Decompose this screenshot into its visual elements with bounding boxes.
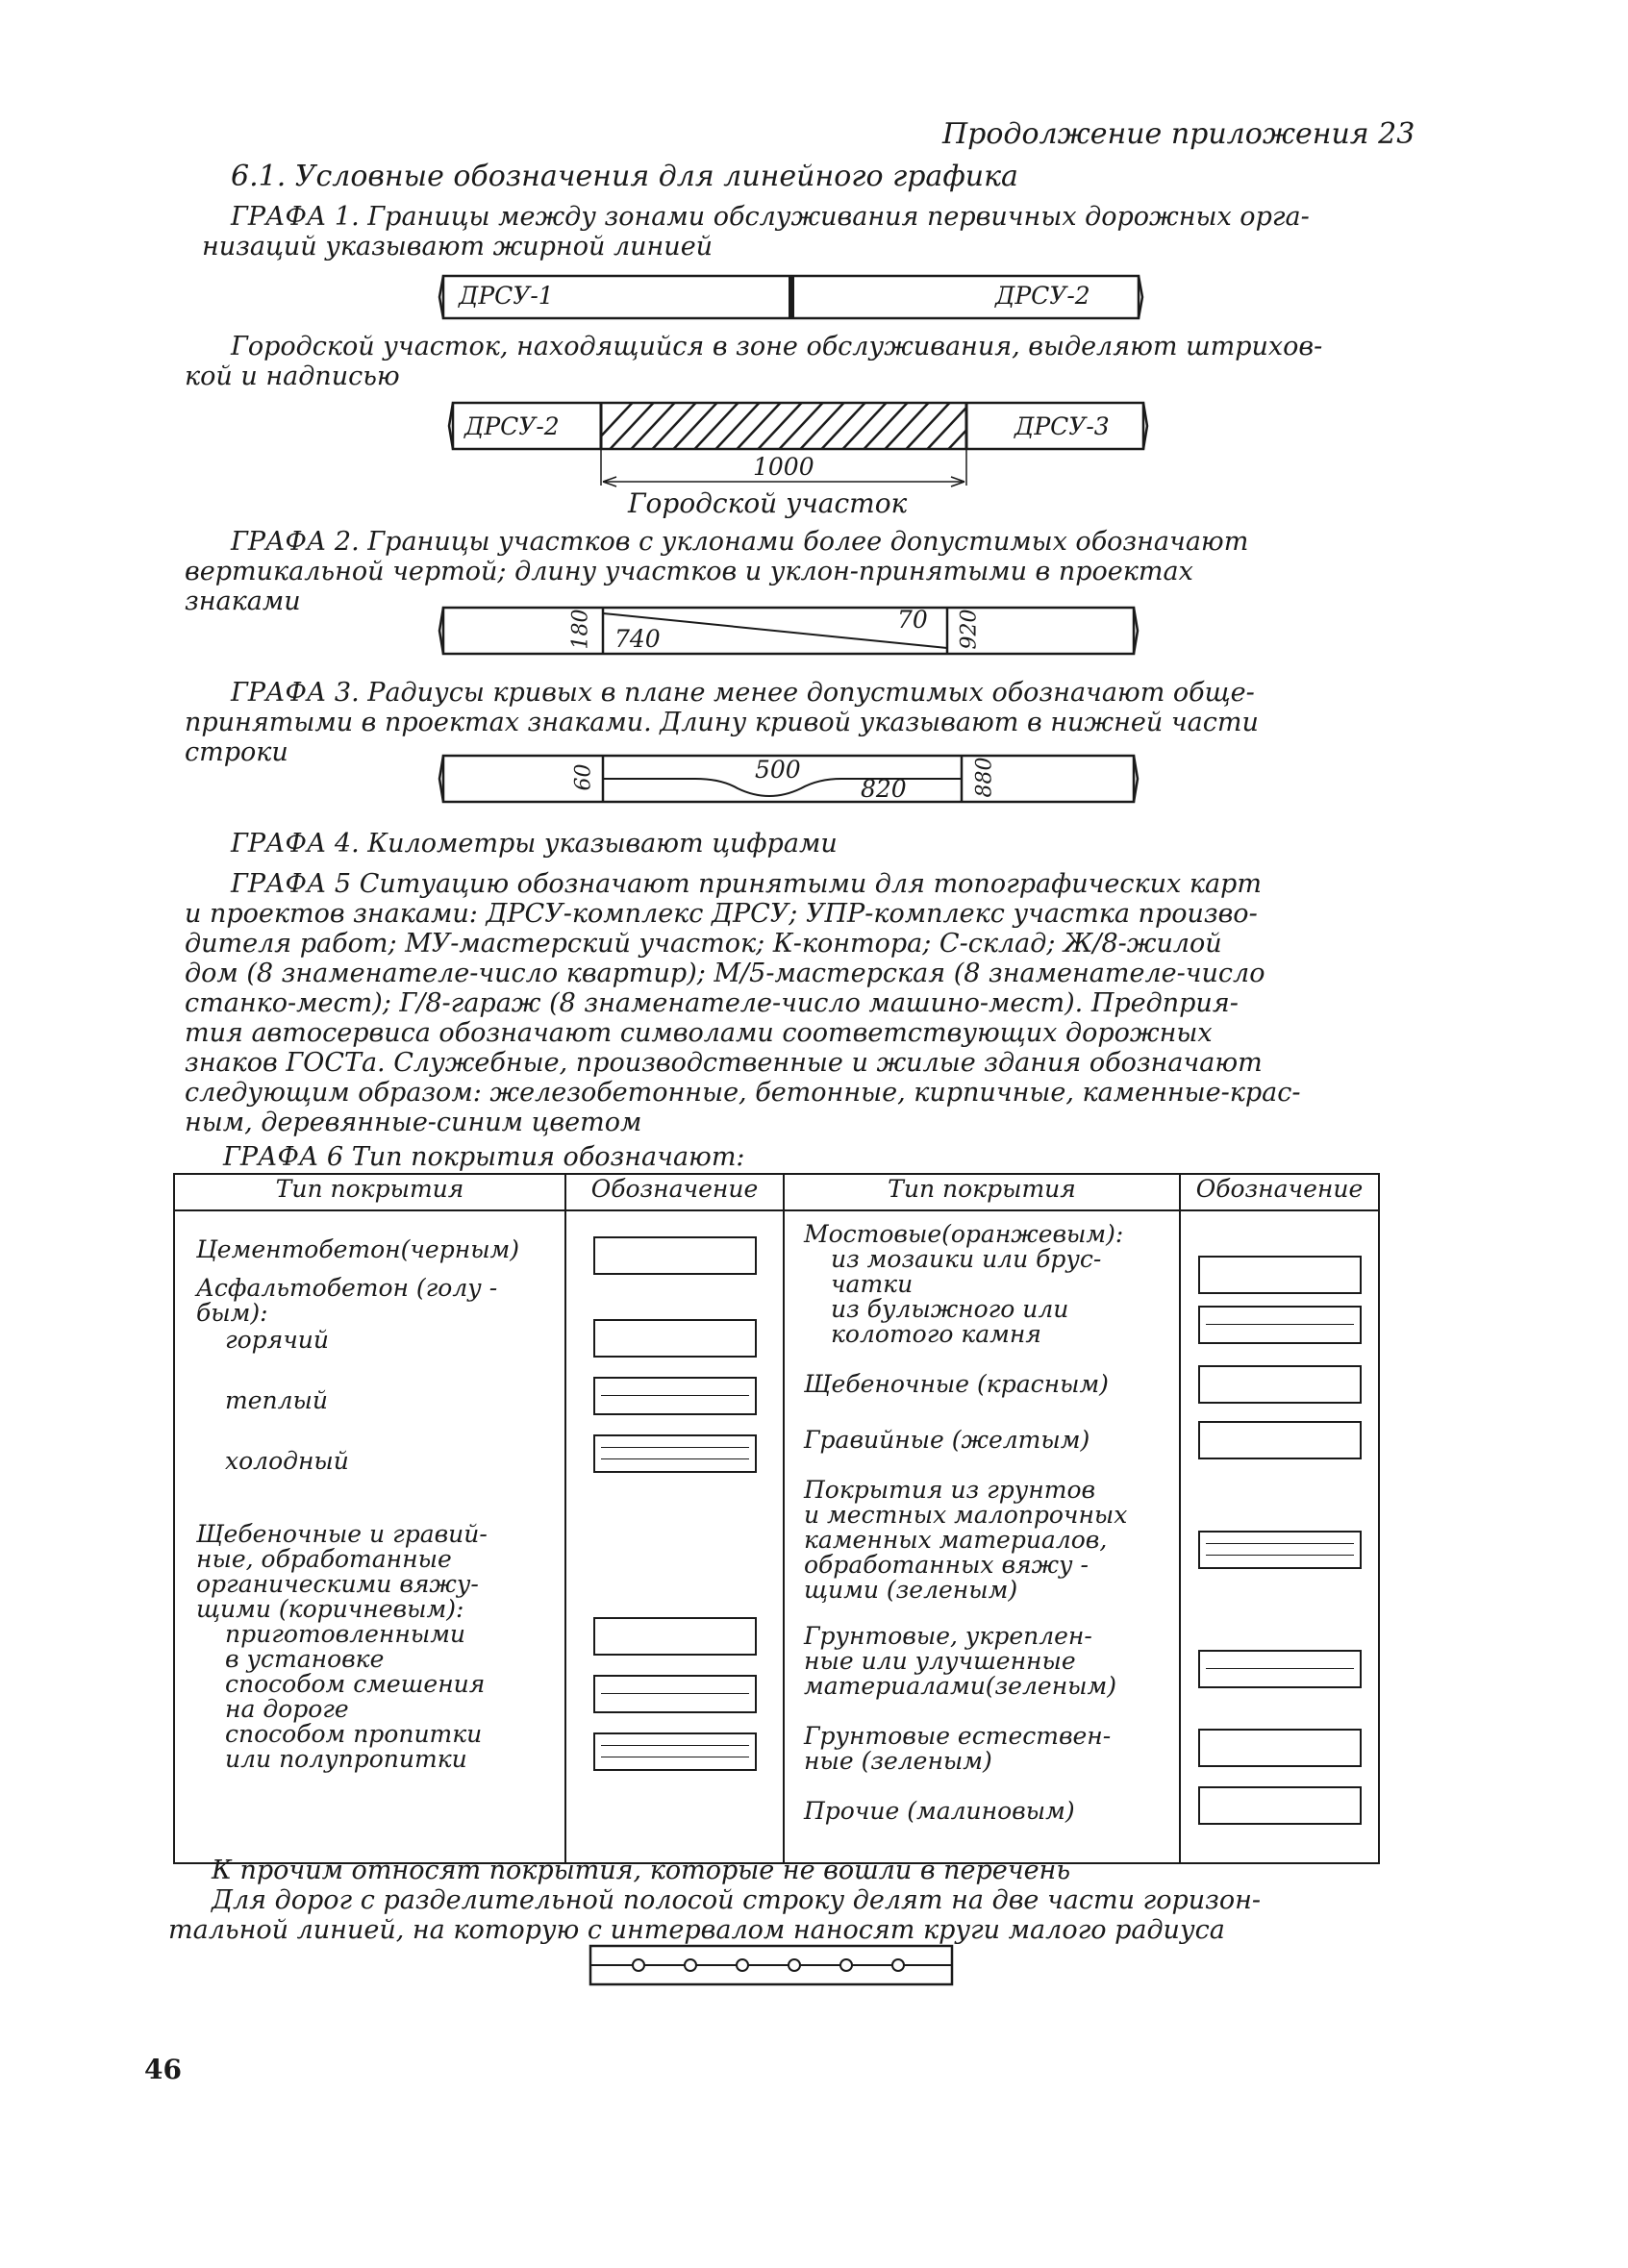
footer-notes: К прочим относят покрытия, которые не вошли в перечень Для дорог с разделительной полосой строку делят на две части горизон- тальной линией, на которую с интервалом наносят круги малого радиуса [168,1856,1262,1945]
left-item: Цементобетон(черным) [196,1235,520,1263]
grafa-1-right-label: ДРСУ-2 [995,282,1090,310]
mosaic-paving-symbol [1198,1256,1362,1294]
header-type-left: Тип покрытия [174,1174,565,1210]
right-item: колотого камня [831,1320,1041,1348]
running-header: Продолжение приложения 23 [942,117,1415,151]
section-title: 6.1. Условные обозначения для линейного графика [231,160,1018,193]
header-symbol-left: Обозначение [565,1174,784,1210]
city-right-label: ДРСУ-3 [1014,412,1110,440]
left-item: на дороге [225,1695,349,1723]
grafa-1-diagram [438,272,1144,322]
divided-road-symbol [589,1944,954,1986]
grafa-1-left-label: ДРСУ-1 [459,282,554,310]
left-item: Щебеночные и гравий- [196,1520,488,1548]
left-item: горячий [225,1326,329,1354]
left-item: ные, обработанные [196,1545,452,1573]
grafa-2-text: ГРАФА 2. Границы участков с уклонами более допустимых обозначают вертикальной чертой; длину участков и уклон-принятыми в проектах знаками [185,527,1249,616]
page-number: 46 [144,2054,182,2085]
grafa-3-radius: 500 [755,756,801,784]
grafa-2-frame [438,604,1140,658]
cobblestone-paving-symbol [1198,1306,1362,1344]
right-item: Мостовые(оранжевым): [804,1220,1124,1248]
grafa-3-length: 820 [861,775,907,803]
right-item: ные (зеленым) [804,1747,992,1775]
left-item: Асфальтобетон (голу - [196,1274,498,1302]
right-item: и местных малопрочных [804,1501,1128,1529]
left-item: органическими вяжу- [196,1570,479,1598]
grafa-3-diagram [438,752,1140,810]
grafa-3-right-mark: 880 [972,757,997,798]
coverage-table [173,1173,1380,1864]
city-caption: Городской участок [628,487,908,519]
city-diagram [447,399,1149,534]
right-item: обработанных вяжу - [804,1551,1089,1579]
right-item: Прочие (малиновым) [804,1797,1075,1825]
grafa-3-left-mark: 60 [571,763,596,791]
header-symbol-right: Обозначение [1180,1174,1379,1210]
grafa-2-slope: 70 [897,606,928,634]
grafa-2-right-mark: 920 [957,609,982,650]
right-item: щими (зеленым) [804,1576,1018,1604]
crushed-road-mix-symbol [593,1675,757,1713]
right-item: Щебеночные (красным) [804,1370,1109,1398]
left-item: щими (коричневым): [196,1595,464,1623]
header-type-right: Тип покрытия [784,1174,1180,1210]
right-item: Гравийные (желтым) [804,1426,1090,1454]
left-item: теплый [225,1386,328,1414]
city-section-text: Городской участок, находящийся в зоне обслуживания, выделяют штрихов- кой и надписью [185,332,1323,391]
gravel-symbol [1198,1421,1362,1459]
grafa-4-text: ГРАФА 4. Километры указывают цифрами [231,829,838,859]
left-types-cell [174,1210,565,1863]
grafa-2-left-mark: 180 [568,609,593,650]
grafa-5-text: ГРАФА 5 Ситуацию обозначают принятыми для топографических карт и проектов знаками: ДРСУ-комплекс ДРСУ; УПР-комплекс участка произво- дителя работ; МУ-мастерский участок; К-контора; С-склад; Ж/8-жилой дом (8 знаменателе-число квартир); М/5-мастерская (8 знаменателе-число станко-мест); Г/8-гараж (8 знаменателе-число машино-мест). Предприя- тия автосервиса обозначают символами соответствующих дорожных знаков ГОСТа. Служебные, производственные и жилые здания обозначают следующим образом: железобетонные, бетонные, кирпичные, каменные-крас- ным, деревянные-синим цветом [185,869,1301,1137]
other-symbol [1198,1786,1362,1825]
left-item: приготовленными [225,1620,466,1648]
natural-soil-symbol [1198,1729,1362,1767]
left-item: или полупропитки [225,1745,467,1773]
right-symbols-cell [1180,1210,1379,1863]
right-item: из булыжного или [831,1295,1069,1323]
grafa-2-diagram [438,604,1140,658]
right-item: ные или улучшенные [804,1647,1076,1675]
crushed-stone-symbol [1198,1365,1362,1404]
crushed-plant-mix-symbol [593,1617,757,1656]
right-item: чатки [831,1270,914,1298]
left-item: бым): [196,1299,268,1327]
right-item: Грунтовые естествен- [804,1722,1112,1750]
city-distance-label: 1000 [753,453,814,481]
grafa-1-text: ГРАФА 1. Границы между зонами обслуживания первичных дорожных орга- низаций указывают жирной линией [202,202,1310,262]
soil-stabilized-symbol [1198,1650,1362,1688]
cement-concrete-symbol [593,1236,757,1275]
right-item: материалами(зеленым) [804,1672,1116,1700]
right-item: каменных материалов, [804,1526,1108,1554]
city-left-label: ДРСУ-2 [464,412,560,440]
asphalt-hot-symbol [593,1319,757,1358]
grafa-2-length: 740 [614,625,661,653]
grafa-6-title: ГРАФА 6 Тип покрытия обозначают: [223,1142,745,1172]
soil-treated-symbol [1198,1531,1362,1569]
right-item: Покрытия из грунтов [804,1476,1096,1504]
left-item: холодный [225,1447,349,1475]
grafa-3-text: ГРАФА 3. Радиусы кривых в плане менее допустимых обозначают обще- принятыми в проектах знаками. Длину кривой указывают в нижней части строки [185,678,1259,767]
right-item: из мозаики или брус- [831,1245,1102,1273]
asphalt-warm-symbol [593,1377,757,1415]
asphalt-cold-symbol [593,1434,757,1473]
right-item: Грунтовые, укреплен- [804,1622,1092,1650]
left-symbols-cell [565,1210,784,1863]
coverage-table-header [174,1174,1379,1210]
left-item: способом смешения [225,1670,486,1698]
left-item: в установке [225,1645,385,1673]
right-types-cell [784,1210,1180,1863]
coverage-table-body [174,1210,1379,1863]
left-item: способом пропитки [225,1720,483,1748]
crushed-penetration-symbol [593,1732,757,1771]
